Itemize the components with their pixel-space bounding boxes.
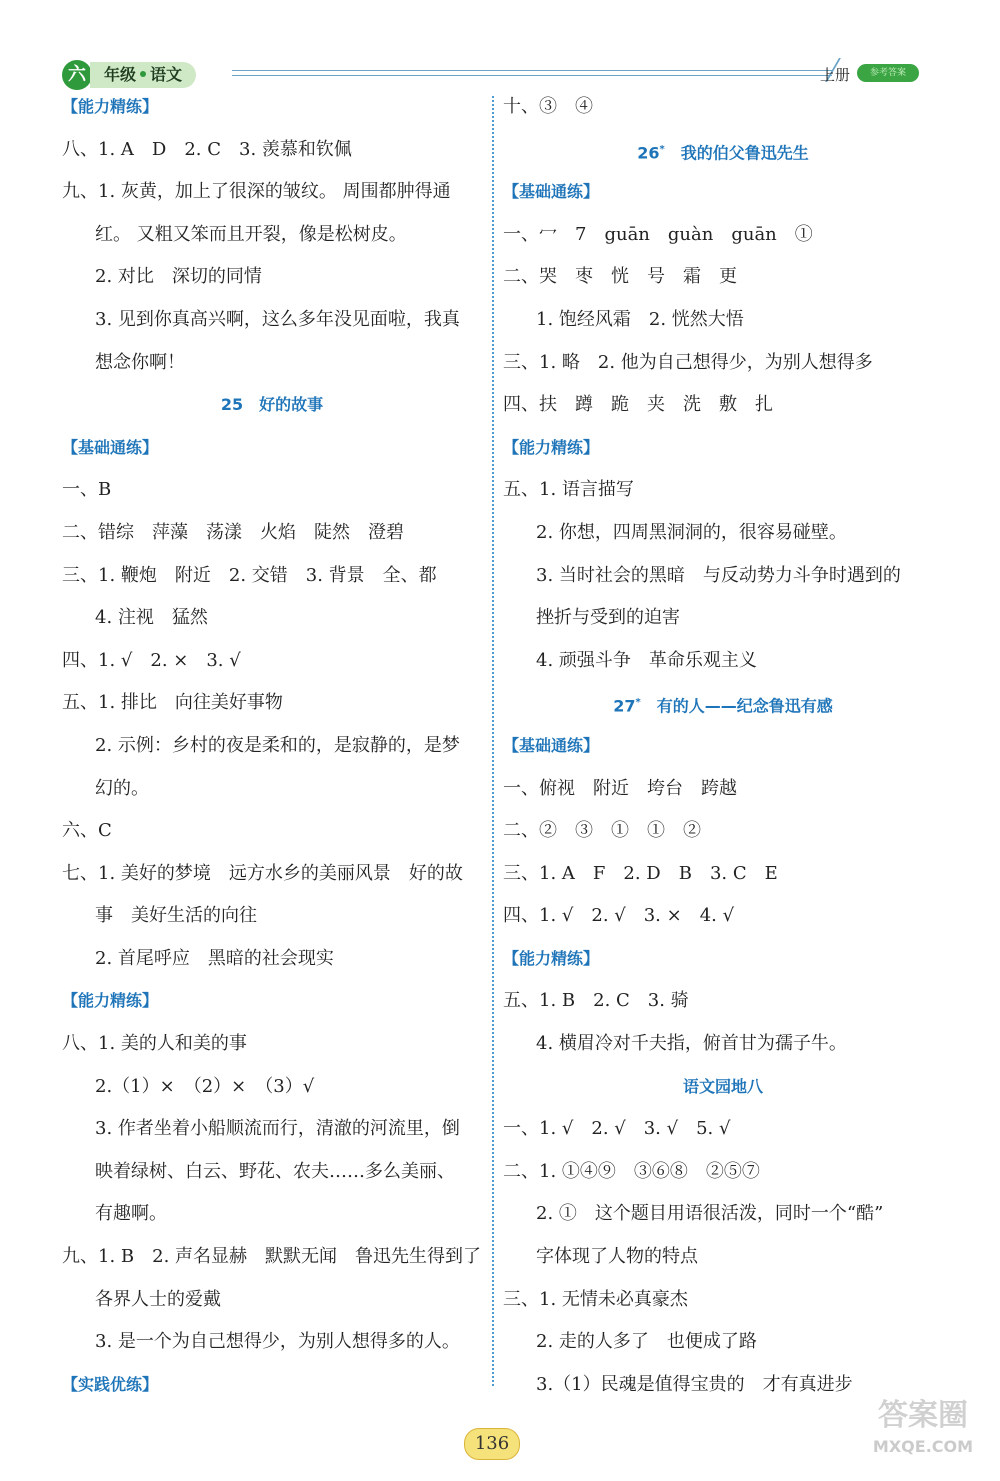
answer-line: 想念你啊！ bbox=[95, 351, 185, 373]
subject-label: 语文 bbox=[150, 65, 183, 84]
optional-lesson-mark: * bbox=[659, 143, 665, 155]
answer-line: 2. ① 这个题目用语很活泼，同时一个“酷” bbox=[536, 1203, 884, 1225]
grade-badge: 六 bbox=[62, 60, 92, 90]
answer-line: 二、哭 枣 恍 号 霜 更 bbox=[503, 266, 737, 288]
answer-line: 映着绿树、白云、野花、农夫……多么美丽、 bbox=[95, 1160, 455, 1182]
answer-line: 四、1. √ 2. √ 3. × 4. √ bbox=[503, 905, 735, 927]
answer-line: 一、1. √ 2. √ 3. √ 5. √ bbox=[503, 1118, 731, 1140]
answer-line: 3. 见到你真高兴啊，这么多年没见面啦，我真 bbox=[95, 308, 460, 330]
lesson-title bbox=[503, 135, 943, 178]
answer-line: 一、B bbox=[62, 479, 112, 501]
grade-subject-tab bbox=[90, 62, 196, 88]
answer-line: 红。 又粗又笨而且开裂，像是松树皮。 bbox=[95, 223, 407, 245]
answer-line: 2. 示例：乡村的夜是柔和的，是寂静的，是梦 bbox=[95, 734, 460, 756]
right-column bbox=[503, 92, 943, 1412]
answer-line: 2. 对比 深切的同情 bbox=[95, 266, 262, 288]
left-column bbox=[62, 92, 482, 1412]
answer-line: 2. 你想，四周黑洞洞的，很容易碰壁。 bbox=[536, 521, 847, 543]
answer-line: 3. 作者坐着小船顺流而行，清澈的河流里，倒 bbox=[95, 1118, 460, 1140]
section-heading: 【基础通练】 bbox=[62, 437, 159, 457]
answer-line: 有趣啊。 bbox=[95, 1203, 167, 1225]
answer-line: 各界人士的爱戴 bbox=[95, 1288, 221, 1310]
volume-pill: 参考答案 bbox=[857, 64, 919, 82]
page-number: 136 bbox=[464, 1428, 520, 1460]
answer-line: 五、1. 排比 向往美好事物 bbox=[62, 692, 283, 714]
answer-line: 三、1. 鞭炮 附近 2. 交错 3. 背景 全、都 bbox=[62, 564, 437, 586]
section-heading: 【能力精练】 bbox=[62, 97, 159, 116]
answer-line: 九、1. 灰黄，加上了很深的皱纹。 周围都肿得通 bbox=[62, 181, 451, 203]
answer-line: 事 美好生活的向往 bbox=[95, 905, 257, 927]
lesson-name: 有的人——纪念鲁迅有感 bbox=[640, 696, 833, 716]
section-heading: 【实践优练】 bbox=[62, 1374, 159, 1394]
answer-line: 六、C bbox=[62, 820, 112, 842]
answer-line: 三、1. 无情未必真豪杰 bbox=[503, 1288, 688, 1310]
section-heading: 【基础通练】 bbox=[503, 182, 600, 202]
lesson-title: 25 好的故事 bbox=[220, 395, 324, 415]
answer-line: 二、错综 萍藻 荡漾 火焰 陡然 澄碧 bbox=[62, 521, 404, 543]
answer-line: 八、1. 美的人和美的事 bbox=[62, 1033, 247, 1055]
answer-line: 幻的。 bbox=[95, 777, 149, 799]
separator-dot-icon bbox=[140, 71, 146, 77]
grade-label: 年级 bbox=[104, 65, 137, 84]
answer-line: 4. 顽强斗争 革命乐观主义 bbox=[536, 649, 757, 671]
answer-line: 五、1. 语言描写 bbox=[503, 479, 634, 501]
answer-line: 4. 注视 猛然 bbox=[95, 607, 208, 629]
section-heading: 【基础通练】 bbox=[503, 735, 600, 755]
lesson-name: 我的伯父鲁迅先生 bbox=[664, 142, 809, 162]
column-divider bbox=[492, 96, 494, 1386]
answer-line: 1. 饱经风霜 2. 恍然大悟 bbox=[536, 308, 744, 330]
lesson-number: 27 bbox=[613, 696, 636, 716]
answer-line: 三、1. A F 2. D B 3. C E bbox=[503, 862, 778, 884]
volume-label: 上册 bbox=[820, 66, 851, 84]
answer-line: 2. 走的人多了 也便成了路 bbox=[536, 1331, 757, 1353]
answer-line: 三、1. 略 2. 他为自己想得少，为别人想得多 bbox=[503, 351, 873, 373]
watermark-title: 答案圈 bbox=[878, 1398, 968, 1433]
lesson-number: 26 bbox=[637, 142, 660, 162]
section-heading: 【能力精练】 bbox=[503, 437, 600, 457]
answer-line: 3.（1）民魂是值得宝贵的 才有真进步 bbox=[536, 1373, 853, 1395]
answer-line: 2.（1）× （2）× （3）√ bbox=[95, 1075, 315, 1097]
page-header bbox=[62, 56, 942, 96]
answer-line: 二、1. ①④⑨ ③⑥⑧ ②⑤⑦ bbox=[503, 1160, 760, 1182]
watermark-url: MXQE.COM bbox=[872, 1437, 974, 1456]
answer-line: 2. 首尾呼应 黑暗的社会现实 bbox=[95, 947, 334, 969]
answer-line: 九、1. B 2. 声名显赫 默默无闻 鲁迅先生得到了 bbox=[62, 1246, 482, 1268]
header-rule bbox=[232, 70, 832, 71]
answer-line: 四、扶 蹲 跪 夹 洗 敷 扎 bbox=[503, 394, 773, 416]
answer-line: 七、1. 美好的梦境 远方水乡的美丽风景 好的故 bbox=[62, 862, 463, 884]
answer-line: 字体现了人物的特点 bbox=[536, 1246, 698, 1268]
watermark-logo bbox=[858, 1396, 988, 1468]
answer-line: 3. 是一个为自己想得少，为别人想得多的人。 bbox=[95, 1331, 460, 1353]
header-rule-2 bbox=[232, 75, 832, 76]
lesson-title bbox=[503, 688, 943, 731]
answer-line: 挫折与受到的迫害 bbox=[536, 607, 680, 629]
answer-line: 一、冖 7 guān guàn guān ① bbox=[503, 223, 813, 245]
answer-line: 3. 当时社会的黑暗 与反动势力斗争时遇到的 bbox=[536, 564, 901, 586]
answer-line: 十、③ ④ bbox=[503, 96, 593, 117]
optional-lesson-mark: * bbox=[635, 697, 641, 709]
answer-line: 八、1. A D 2. C 3. 羡慕和钦佩 bbox=[62, 138, 352, 160]
lesson-title: 语文园地八 bbox=[682, 1076, 763, 1096]
answer-line: 二、② ③ ① ① ② bbox=[503, 820, 701, 842]
answer-line: 四、1. √ 2. × 3. √ bbox=[62, 649, 241, 671]
answer-line: 一、俯视 附近 垮台 跨越 bbox=[503, 777, 737, 799]
answer-line: 4. 横眉冷对千夫指，俯首甘为孺子牛。 bbox=[536, 1033, 847, 1055]
section-heading: 【能力精练】 bbox=[62, 991, 159, 1011]
section-heading: 【能力精练】 bbox=[503, 948, 600, 968]
answer-line: 五、1. B 2. C 3. 骑 bbox=[503, 990, 689, 1012]
